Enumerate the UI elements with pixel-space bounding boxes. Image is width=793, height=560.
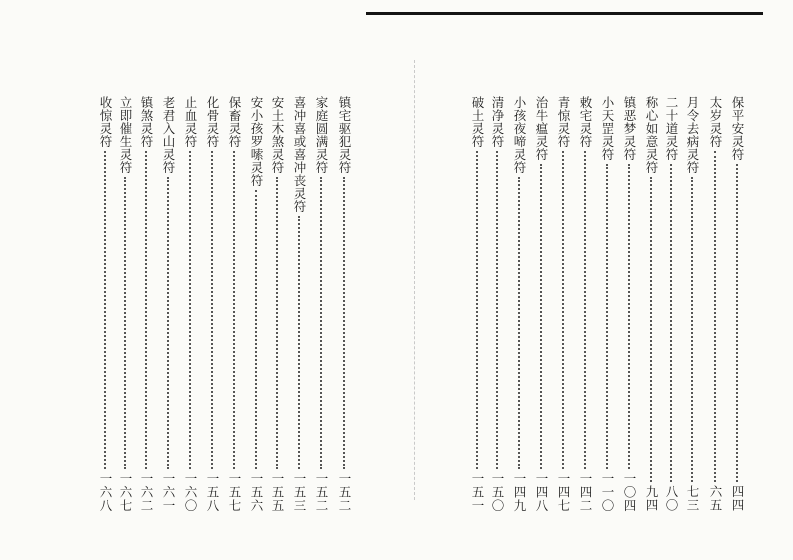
toc-dot-leader — [298, 216, 300, 469]
toc-entry-page-number: 一五一 — [470, 471, 485, 512]
toc-dot-leader — [211, 151, 213, 469]
toc-entry-title: 二十道灵符 — [664, 96, 679, 161]
toc-entry — [682, 96, 702, 512]
toc-entry-title: 青惊灵符 — [556, 96, 571, 148]
toc-entry — [224, 96, 244, 512]
toc-entry-page-number: 一五七 — [227, 471, 242, 512]
toc-dot-leader — [320, 177, 322, 469]
toc-entry-page-number: 一〇四 — [622, 471, 637, 512]
toc-entry-page-number: 一五二 — [314, 471, 329, 512]
toc-entry-title: 立即催生灵符 — [118, 96, 133, 174]
toc-entry — [553, 96, 573, 512]
toc-entry-title: 止血灵符 — [183, 96, 198, 148]
toc-dot-leader — [104, 151, 106, 469]
toc-entry-page-number: 一六二 — [139, 471, 154, 512]
toc-entry-page-number: 一六七 — [118, 471, 133, 512]
toc-dot-leader — [562, 151, 564, 469]
left-page — [0, 0, 396, 560]
toc-entry-title: 镇宅驱犯灵符 — [337, 96, 352, 174]
toc-entry-page-number: 六五 — [708, 485, 723, 512]
toc-entry-title: 收惊灵符 — [98, 96, 113, 148]
toc-entry — [661, 96, 681, 512]
toc-dot-leader — [189, 151, 191, 469]
toc-entry — [115, 96, 135, 512]
toc-entry-page-number: 九四 — [644, 485, 659, 512]
toc-dot-leader — [124, 177, 126, 469]
toc-entry-page-number: 一五五 — [270, 471, 285, 512]
toc-entry-title: 安小孩罗嗦灵符 — [249, 96, 264, 187]
toc-entry — [509, 96, 529, 512]
toc-entry-page-number: 一四八 — [534, 471, 549, 512]
toc-entry-page-number: 一六〇 — [183, 471, 198, 512]
toc-dot-leader — [714, 151, 716, 482]
toc-entry-page-number: 一六一 — [161, 471, 176, 512]
toc-dot-leader — [167, 177, 169, 469]
toc-entry-page-number: 一五二 — [337, 471, 352, 512]
toc-dot-leader — [628, 164, 630, 469]
toc-entry — [467, 96, 487, 512]
toc-entry — [311, 96, 331, 512]
toc-entry-page-number: 一一〇 — [600, 471, 615, 512]
toc-dot-leader — [540, 164, 542, 469]
toc-entry — [334, 96, 354, 512]
toc-entry-page-number: 一四九 — [512, 471, 527, 512]
toc-entry-page-number: 一四七 — [556, 471, 571, 512]
toc-dot-leader — [606, 164, 608, 469]
toc-entry-page-number: 七三 — [685, 485, 700, 512]
toc-entry-title: 镇恶梦灵符 — [622, 96, 637, 161]
toc-entry-title: 喜冲喜或喜冲丧灵符 — [292, 96, 307, 213]
toc-entry — [95, 96, 115, 512]
toc-entry — [597, 96, 617, 512]
toc-dot-leader — [736, 164, 738, 482]
toc-entry-page-number: 一五六 — [249, 471, 264, 512]
toc-entry — [727, 96, 747, 512]
toc-entry-page-number: 一五〇 — [490, 471, 505, 512]
toc-entry — [158, 96, 178, 512]
toc-dot-leader — [343, 177, 345, 469]
toc-entry — [705, 96, 725, 512]
toc-entry — [619, 96, 639, 512]
toc-dot-leader — [496, 151, 498, 469]
toc-entry — [202, 96, 222, 512]
toc-entry-title: 保畜灵符 — [227, 96, 242, 148]
toc-entry-title: 破土灵符 — [470, 96, 485, 148]
toc-dot-leader — [650, 177, 652, 482]
toc-entry — [575, 96, 595, 512]
toc-dot-leader — [145, 151, 147, 469]
toc-entry — [487, 96, 507, 512]
toc-entry-title: 化骨灵符 — [205, 96, 220, 148]
toc-entry-title: 太岁灵符 — [708, 96, 723, 148]
toc-entry-title: 小孩夜啼灵符 — [512, 96, 527, 174]
toc-dot-leader — [276, 177, 278, 469]
toc-entry-title: 月令去病灵符 — [685, 96, 700, 174]
toc-entry-page-number: 一五八 — [205, 471, 220, 512]
toc-entry-title: 清净灵符 — [490, 96, 505, 148]
toc-entry — [289, 96, 309, 512]
toc-entry-page-number: 一六八 — [98, 471, 113, 512]
toc-dot-leader — [255, 190, 257, 469]
toc-entry-page-number: 一四二 — [578, 471, 593, 512]
toc-entry-page-number: 八〇 — [664, 485, 679, 512]
toc-entry-page-number: 四四 — [730, 485, 745, 512]
toc-entry-title: 老君入山灵符 — [161, 96, 176, 174]
toc-entry-title: 镇煞灵符 — [139, 96, 154, 148]
toc-entry — [531, 96, 551, 512]
toc-entry-title: 敕宅灵符 — [578, 96, 593, 148]
toc-entry-page-number: 一五三 — [292, 471, 307, 512]
toc-entry-title: 小天罡灵符 — [600, 96, 615, 161]
toc-entry — [267, 96, 287, 512]
toc-entry — [641, 96, 661, 512]
toc-dot-leader — [518, 177, 520, 469]
toc-dot-leader — [476, 151, 478, 469]
toc-dot-leader — [584, 151, 586, 469]
toc-entry — [136, 96, 156, 512]
toc-dot-leader — [691, 177, 693, 482]
toc-dot-leader — [670, 164, 672, 482]
right-page — [397, 0, 793, 560]
toc-entry-title: 安土木煞灵符 — [270, 96, 285, 174]
toc-entry — [246, 96, 266, 512]
toc-entry — [180, 96, 200, 512]
toc-entry-title: 家庭圆满灵符 — [314, 96, 329, 174]
toc-entry-title: 保平安灵符 — [730, 96, 745, 161]
toc-entry-title: 治牛瘟灵符 — [534, 96, 549, 161]
toc-entry-title: 称心如意灵符 — [644, 96, 659, 174]
toc-dot-leader — [233, 151, 235, 469]
